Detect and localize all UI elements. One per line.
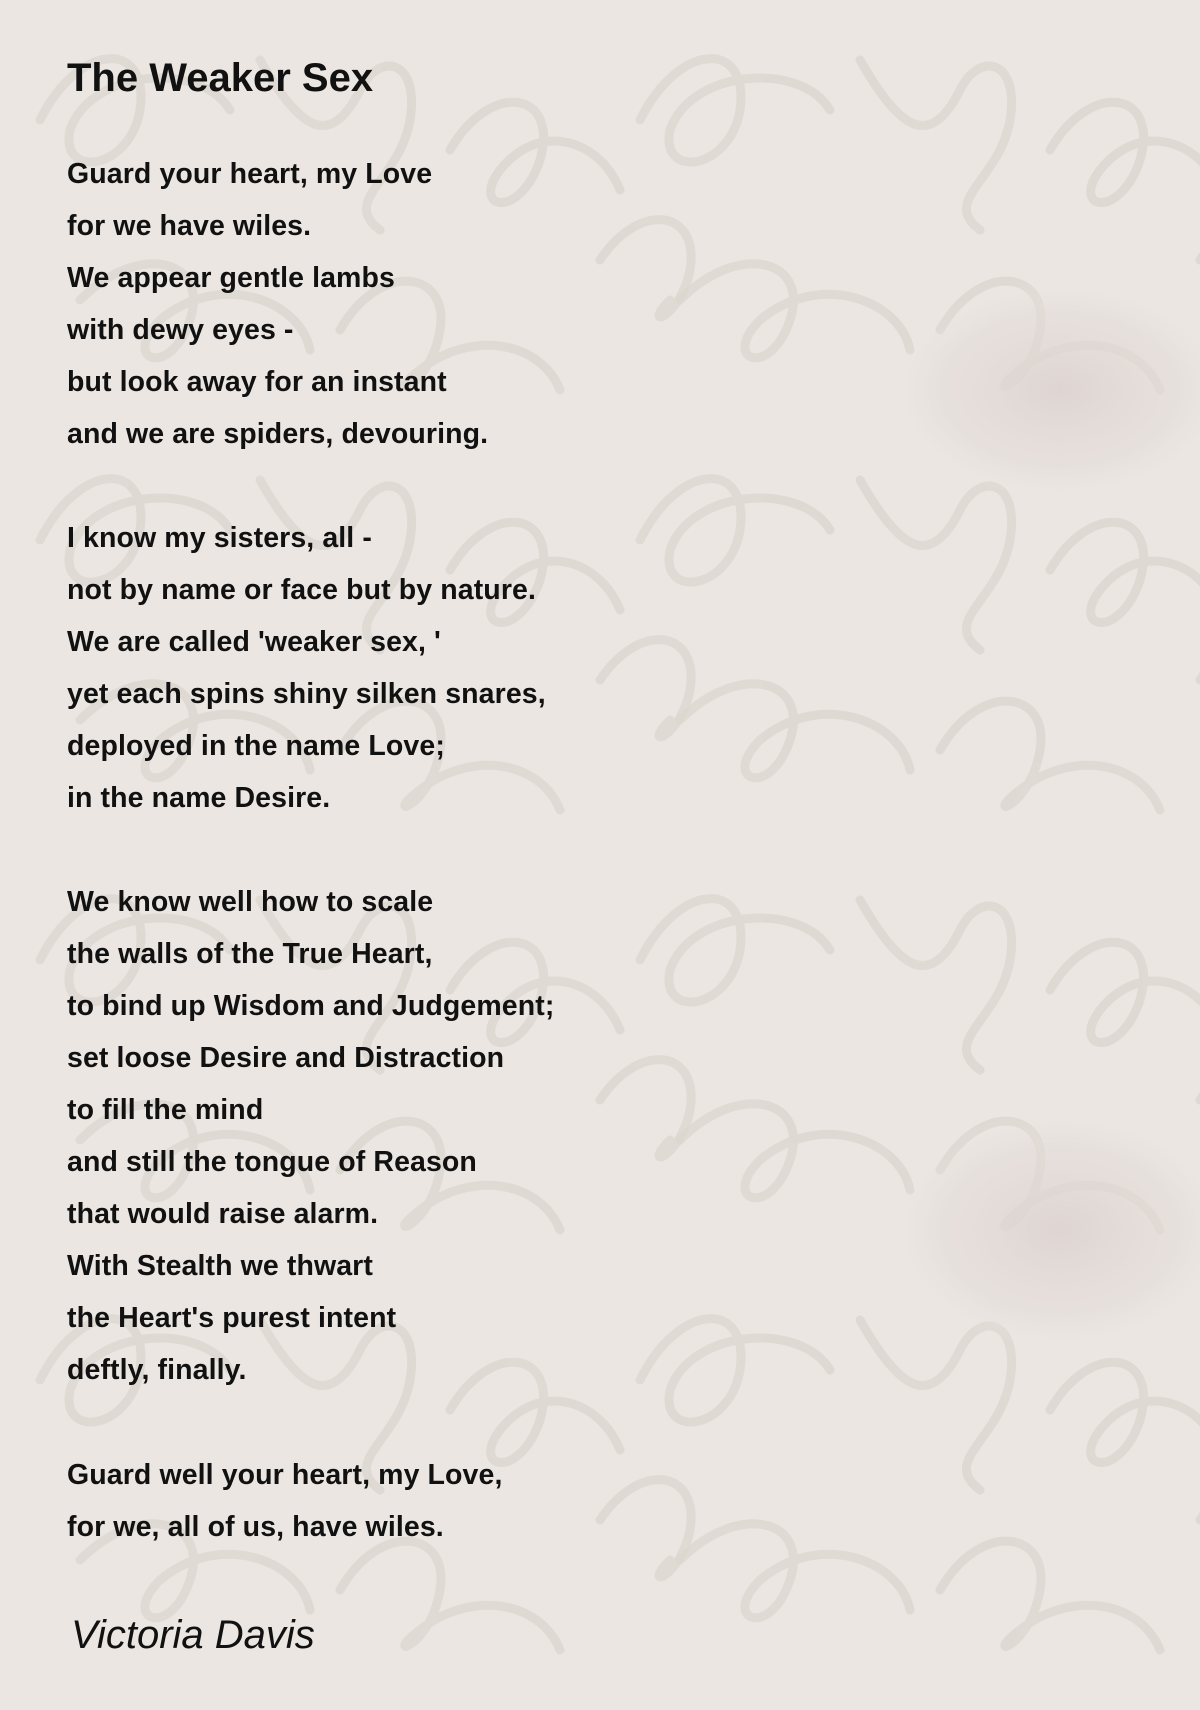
poem-line: We are called 'weaker sex, '	[67, 626, 441, 658]
poem-line: Guard well your heart, my Love,	[67, 1459, 503, 1491]
stanza-1	[67, 148, 488, 460]
poem-line: for we have wiles.	[67, 210, 312, 242]
poem-line: the walls of the True Heart,	[67, 938, 433, 970]
stanza-2	[67, 512, 546, 824]
stanza-3	[67, 876, 554, 1396]
poem-line: yet each spins shiny silken snares,	[67, 678, 546, 710]
poem-line: with dewy eyes -	[67, 314, 294, 346]
poem-line: deftly, finally.	[67, 1354, 247, 1386]
stanza-4	[67, 1449, 502, 1553]
poem-line: We know well how to scale	[67, 886, 434, 918]
poem-line: to fill the mind	[67, 1094, 264, 1126]
poem-line: not by name or face but by nature.	[67, 574, 536, 606]
poem-line: the Heart's purest intent	[67, 1302, 397, 1334]
poem-line: deployed in the name Love;	[67, 730, 445, 762]
poem-author: Victoria Davis	[71, 1613, 315, 1657]
poem-line: but look away for an instant	[67, 366, 447, 398]
poem-title: The Weaker Sex	[67, 56, 374, 100]
poem-line: With Stealth we thwart	[67, 1250, 373, 1282]
poem-line: We appear gentle lambs	[67, 262, 395, 294]
poem-line: and still the tongue of Reason	[67, 1146, 477, 1178]
poem-line: set loose Desire and Distraction	[67, 1042, 505, 1074]
poem-line: for we, all of us, have wiles.	[67, 1511, 444, 1543]
poem-line: and we are spiders, devouring.	[67, 418, 489, 450]
poem-line: to bind up Wisdom and Judgement;	[67, 990, 555, 1022]
poem-line: Guard your heart, my Love	[67, 158, 433, 190]
poem-line: in the name Desire.	[67, 782, 331, 814]
poem-line: I know my sisters, all -	[67, 522, 372, 554]
poem-line: that would raise alarm.	[67, 1198, 379, 1230]
